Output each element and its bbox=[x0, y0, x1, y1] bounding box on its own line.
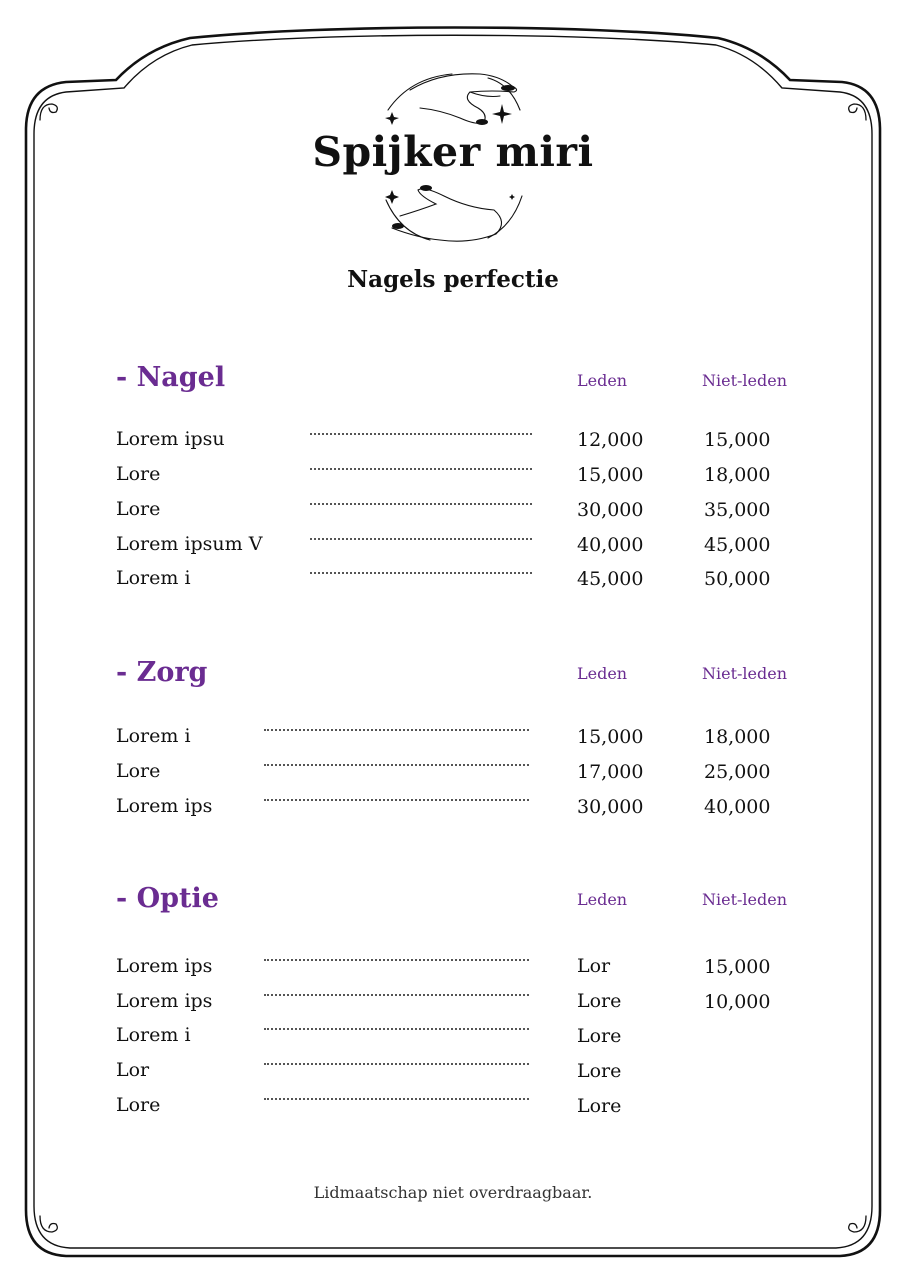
item-name: Lorem i bbox=[116, 567, 191, 589]
price-niet-leden: 18,000 bbox=[704, 464, 771, 486]
item-name: Lorem ipsu bbox=[116, 428, 225, 450]
item-name: Lore bbox=[116, 463, 161, 485]
dot-leader bbox=[310, 468, 532, 470]
price-niet-leden: 18,000 bbox=[704, 726, 771, 748]
price-niet-leden: 10,000 bbox=[704, 991, 771, 1013]
price-leden: Lor bbox=[577, 955, 611, 977]
col-header-niet-leden: Niet-leden bbox=[702, 890, 788, 909]
dot-leader bbox=[264, 799, 529, 801]
section-title: - Nagel bbox=[116, 362, 226, 393]
col-header-niet-leden: Niet-leden bbox=[702, 371, 788, 390]
footer-note: Lidmaatschap niet overdraagbaar. bbox=[313, 1183, 593, 1202]
col-header-leden: Leden bbox=[577, 890, 628, 909]
col-header-niet-leden: Niet-leden bbox=[702, 664, 788, 683]
price-leden: 15,000 bbox=[577, 726, 644, 748]
price-leden: Lore bbox=[577, 990, 622, 1012]
price-leden: 30,000 bbox=[577, 499, 644, 521]
item-name: Lore bbox=[116, 498, 161, 520]
price-niet-leden: 15,000 bbox=[704, 429, 771, 451]
tagline: Nagels perfectie bbox=[347, 266, 559, 293]
col-header-leden: Leden bbox=[577, 664, 628, 683]
col-header-leden: Leden bbox=[577, 371, 628, 390]
item-name: Lorem ipsum V bbox=[116, 533, 263, 555]
item-name: Lorem ips bbox=[116, 990, 213, 1012]
section-title: - Zorg bbox=[116, 657, 208, 688]
brand-name: Spijker miri bbox=[312, 128, 594, 176]
price-leden: Lore bbox=[577, 1095, 622, 1117]
dot-leader bbox=[310, 433, 532, 435]
price-leden: 12,000 bbox=[577, 429, 644, 451]
price-leden: Lore bbox=[577, 1025, 622, 1047]
price-leden: 30,000 bbox=[577, 796, 644, 818]
item-name: Lore bbox=[116, 760, 161, 782]
dot-leader bbox=[310, 572, 532, 574]
item-name: Lorem i bbox=[116, 1024, 191, 1046]
price-niet-leden: 25,000 bbox=[704, 761, 771, 783]
price-niet-leden: 40,000 bbox=[704, 796, 771, 818]
price-leden: 40,000 bbox=[577, 534, 644, 556]
dot-leader bbox=[264, 959, 529, 961]
section-title: - Optie bbox=[116, 883, 219, 914]
price-leden: 45,000 bbox=[577, 568, 644, 590]
dot-leader bbox=[310, 538, 532, 540]
dot-leader bbox=[264, 1098, 529, 1100]
price-leden: 15,000 bbox=[577, 464, 644, 486]
price-leden: 17,000 bbox=[577, 761, 644, 783]
dot-leader bbox=[310, 503, 532, 505]
price-niet-leden: 15,000 bbox=[704, 956, 771, 978]
price-niet-leden: 50,000 bbox=[704, 568, 771, 590]
item-name: Lorem ips bbox=[116, 795, 213, 817]
dot-leader bbox=[264, 1063, 529, 1065]
item-name: Lor bbox=[116, 1059, 150, 1081]
item-name: Lorem i bbox=[116, 725, 191, 747]
dot-leader bbox=[264, 764, 529, 766]
item-name: Lorem ips bbox=[116, 955, 213, 977]
dot-leader bbox=[264, 994, 529, 996]
price-niet-leden: 45,000 bbox=[704, 534, 771, 556]
price-niet-leden: 35,000 bbox=[704, 499, 771, 521]
dot-leader bbox=[264, 1028, 529, 1030]
price-leden: Lore bbox=[577, 1060, 622, 1082]
dot-leader bbox=[264, 729, 529, 731]
item-name: Lore bbox=[116, 1094, 161, 1116]
